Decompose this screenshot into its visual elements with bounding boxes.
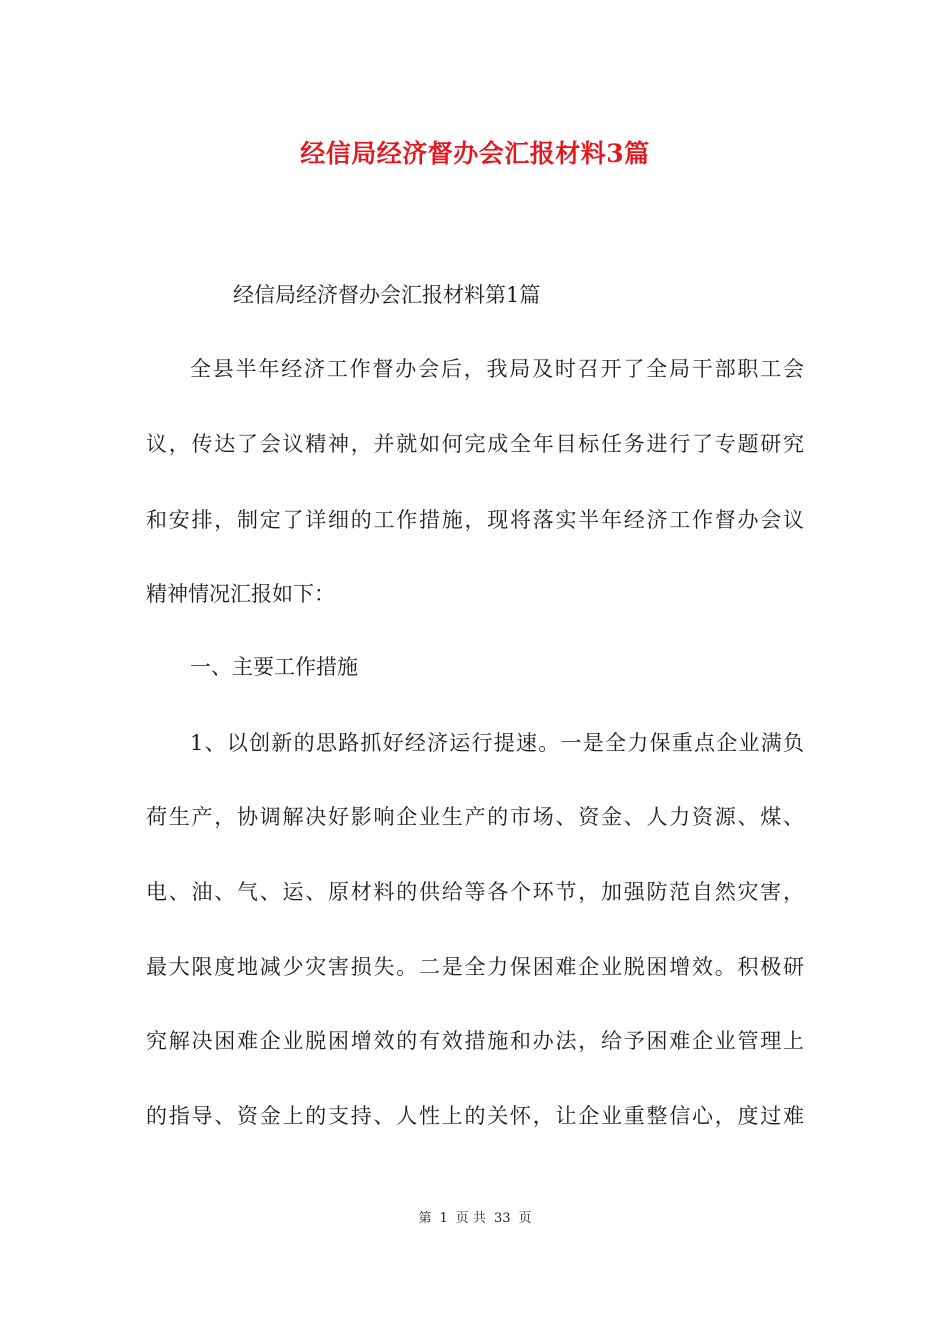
paragraph-line: 和安排，制定了详细的工作措施，现将落实半年经济工作督办会议	[146, 508, 804, 532]
paragraph-line: 全县半年经济工作督办会后，我局及时召开了全局干部职工会	[190, 357, 804, 381]
section-title: 经信局经济督办会汇报材料第1篇	[233, 283, 541, 307]
paragraph-line: 议，传达了会议精神，并就如何完成全年目标任务进行了专题研究	[146, 432, 804, 456]
document-title: 经信局经济督办会汇报材料3篇	[300, 139, 650, 168]
section-heading: 一、主要工作措施	[190, 655, 358, 679]
paragraph-line: 荷生产，协调解决好影响企业生产的市场、资金、人力资源、煤、	[146, 805, 804, 829]
paragraph-line: 1、以创新的思路抓好经济运行提速。一是全力保重点企业满负	[190, 731, 804, 755]
paragraph-line: 精神情况汇报如下：	[146, 582, 335, 606]
footer-label-page: 第	[418, 1211, 432, 1226]
footer-label-of: 页 共	[455, 1211, 486, 1226]
paragraph-line: 究解决困难企业脱困增效的有效措施和办法，给予困难企业管理上	[146, 1029, 804, 1053]
paragraph-line: 最大限度地减少灾害损失。二是全力保困难企业脱困增效。积极研	[146, 955, 804, 979]
page-footer	[0, 1209, 950, 1229]
paragraph-line: 电、油、气、运、原材料的供给等各个环节，加强防范自然灾害，	[146, 880, 804, 904]
footer-label-end: 页	[518, 1211, 532, 1226]
total-pages-number: 33	[493, 1211, 511, 1226]
current-page-number: 1	[439, 1211, 448, 1226]
paragraph-line: 的指导、资金上的支持、人性上的关怀，让企业重整信心，度过难	[146, 1104, 804, 1128]
